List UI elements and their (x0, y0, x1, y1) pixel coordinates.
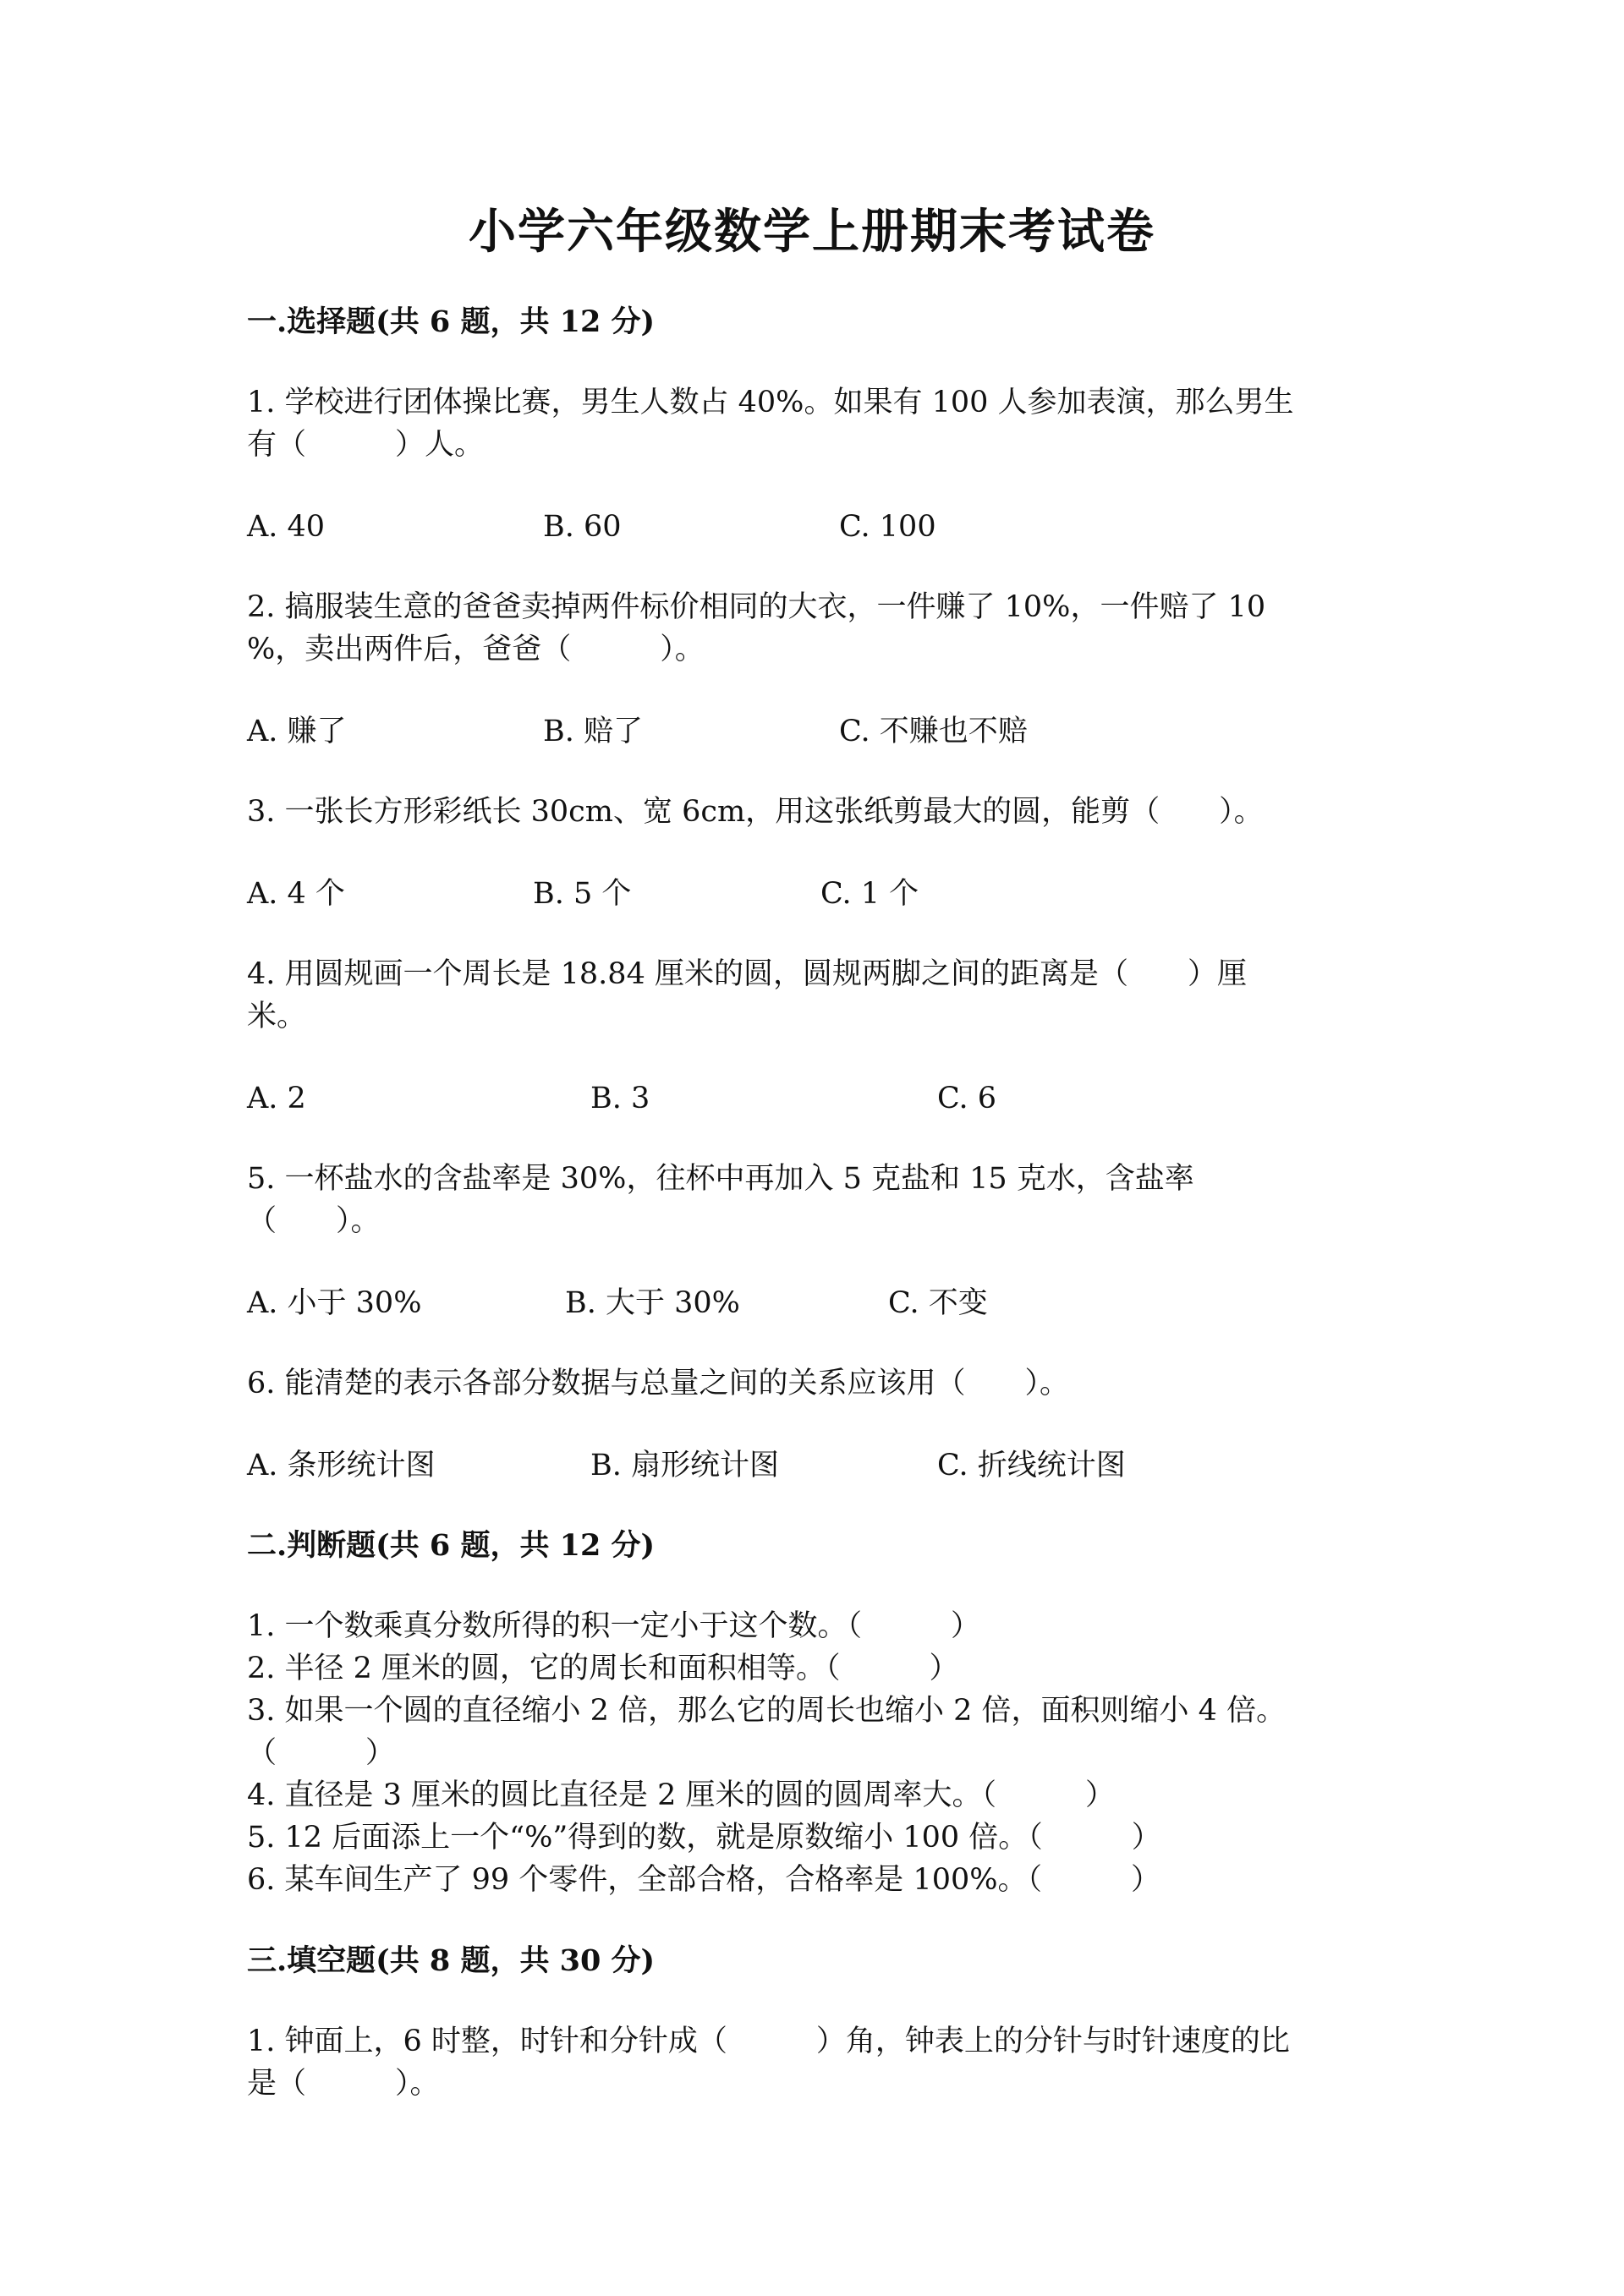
question-5-line-2: （ ）。 (247, 1204, 381, 1238)
section-3-header: 三.填空题(共 8 题，共 30 分) (247, 1943, 656, 1978)
question-3-option-a: A. 4 个 (247, 877, 345, 911)
question-1-option-a: A. 40 (247, 510, 326, 544)
question-2-line-1: 2. 搞服装生意的爸爸卖掉两件标价相同的大衣，一件赚了 10%，一件赔了 10 (247, 590, 1266, 624)
question-5-line-1: 5. 一杯盐水的含盐率是 30%，往杯中再加入 5 克盐和 15 克水，含盐率 (247, 1162, 1194, 1196)
page-title: 小学六年级数学上册期末考试卷 (469, 204, 1155, 260)
question-1-line-1: 1. 学校进行团体操比赛，男生人数占 40%。如果有 100 人参加表演，那么男生 (247, 386, 1294, 419)
question-6-option-a: A. 条形统计图 (247, 1449, 436, 1482)
fill-blank-line-1: 1. 钟面上，6 时整，时针和分针成（ ）角，钟表上的分针与时针速度的比 (247, 2025, 1290, 2058)
question-5-option-c: C. 不变 (888, 1286, 988, 1320)
question-1-option-c: C. 100 (839, 510, 936, 544)
true-false-line-1: 1. 一个数乘真分数所得的积一定小于这个数。（ ） (247, 1609, 981, 1643)
question-4-option-a: A. 2 (247, 1082, 306, 1115)
question-3-option-c: C. 1 个 (820, 877, 919, 911)
true-false-line-4: （ ） (247, 1736, 396, 1770)
question-4-option-c: C. 6 (937, 1082, 997, 1115)
question-3-option-b: B. 5 个 (533, 877, 632, 911)
question-3-line-1: 3. 一张长方形彩纸长 30cm、宽 6cm，用这张纸剪最大的圆，能剪（ ）。 (247, 795, 1264, 829)
true-false-line-5: 4. 直径是 3 厘米的圆比直径是 2 厘米的圆的圆周率大。（ ） (247, 1778, 1116, 1812)
section-2-header: 二.判断题(共 6 题，共 12 分) (247, 1528, 656, 1563)
question-4-line-2: 米。 (247, 1000, 307, 1033)
true-false-line-6: 5. 12 后面添上一个“%”得到的数，就是原数缩小 100 倍。（ ） (247, 1821, 1161, 1855)
question-1-line-2: 有（ ）人。 (247, 428, 485, 462)
question-4-line-1: 4. 用圆规画一个周长是 18.84 厘米的圆，圆规两脚之间的距离是（ ）厘 (247, 957, 1247, 991)
question-6-option-b: B. 扇形统计图 (590, 1449, 779, 1482)
question-2-option-a: A. 赚了 (247, 715, 347, 748)
question-2-line-2: %，卖出两件后，爸爸（ ）。 (247, 633, 705, 666)
true-false-line-2: 2. 半径 2 厘米的圆，它的周长和面积相等。（ ） (247, 1652, 959, 1685)
question-4-option-b: B. 3 (590, 1082, 650, 1115)
true-false-line-7: 6. 某车间生产了 99 个零件，全部合格，合格率是 100%。（ ） (247, 1863, 1160, 1897)
question-5-option-b: B. 大于 30% (565, 1286, 740, 1320)
question-1-option-b: B. 60 (543, 510, 622, 544)
question-6-line-1: 6. 能清楚的表示各部分数据与总量之间的关系应该用（ ）。 (247, 1367, 1070, 1400)
section-1-header: 一.选择题(共 6 题，共 12 分) (247, 304, 656, 339)
true-false-line-3: 3. 如果一个圆的直径缩小 2 倍，那么它的周长也缩小 2 倍，面积则缩小 4 倍。 (247, 1694, 1287, 1728)
fill-blank-line-2: 是（ ）。 (247, 2067, 440, 2101)
question-2-option-c: C. 不赚也不赔 (839, 715, 1028, 748)
question-2-option-b: B. 赔了 (543, 715, 643, 748)
question-6-option-c: C. 折线统计图 (937, 1449, 1126, 1482)
question-5-option-a: A. 小于 30% (247, 1286, 422, 1320)
